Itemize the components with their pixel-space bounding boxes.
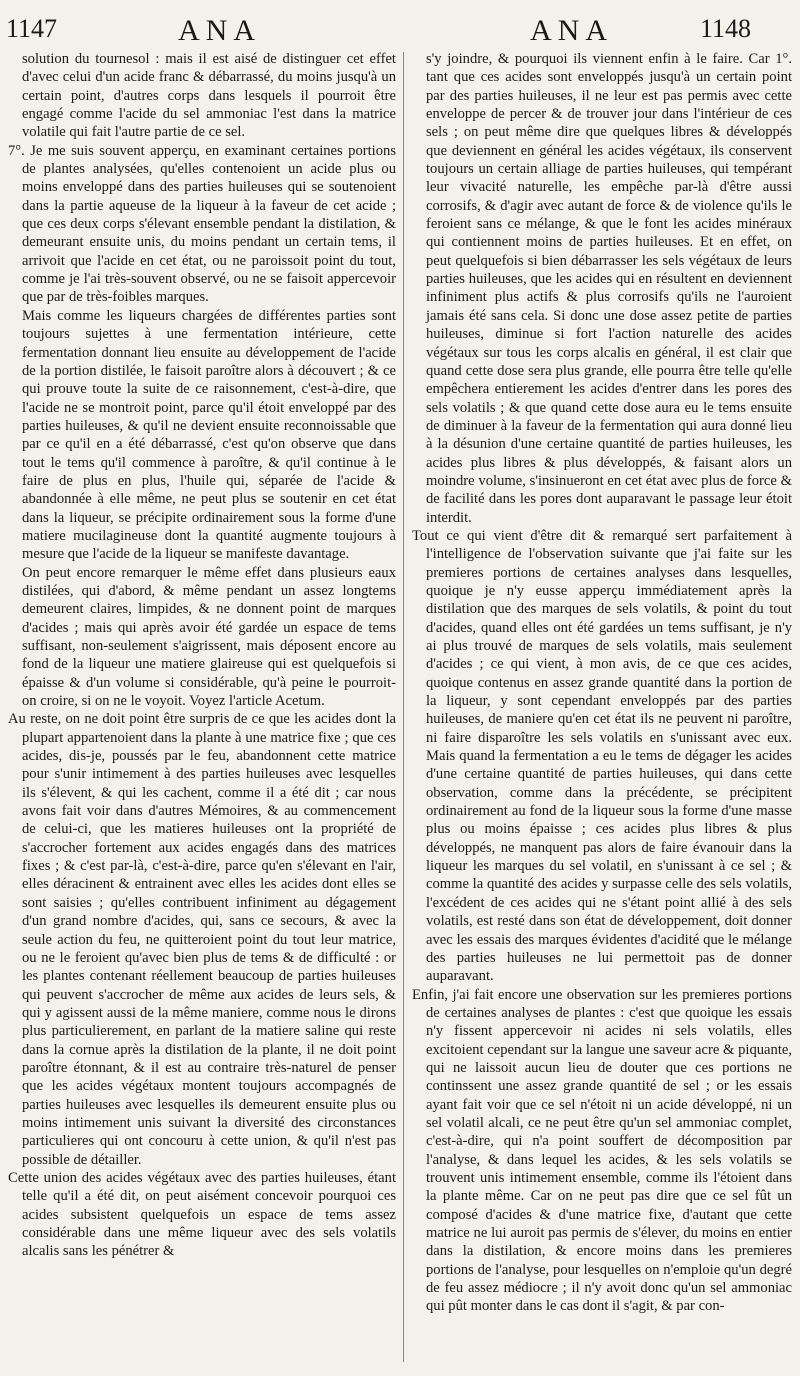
right-column — [412, 50, 792, 1368]
left-column — [8, 50, 396, 1368]
paragraph: Enfin, j'ai fait encore une observation sur les premieres portions de certaines analyses de plantes : c'est que quoique les essais n'y fissent appercevoir ni acides ni sels volatils, elles excitoient cependant sur la langue une saveur acre & piquante, qui ne laissoit aucun lieu de douter que ces portions ne continssent une assez grande quantité de sel ; or les essais ayant fait voir que ce sel n'étoit ni un acide développé, ni un sel volatil alcali, ce ne peut être qu'un sel ammoniac complet, c'est-à-dire, qui n'a point souffert de décomposition par l'analyse, & dans lequel les acides, & les sels volatils se trouvent unis intimement ensemble, comme ils l'étoient dans la plante même. Car on ne peut pas dire que ce sel fût un composé d'acides & d'une matrice fixe, d'autant que cette matrice ne lui auroit pas permis de s'élever, du moins en entier dans la distilation, & encore moins dans les premieres portions de l'analyse, pour lesquelles on n'emploie qu'un degré de feu assez médiocre ; il n'y avoit donc qu'un sel ammoniac qui pût monter dans le cas dont il s'agit, & par con- — [412, 986, 792, 1315]
paragraph: Mais comme les liqueurs chargées de différentes parties sont toujours sujettes à une fermentation intérieure, cette fermentation donnant lieu ensuite au développement de l'acide de la portion distilée, le faisoit paroître alors à découvert ; & ce qui prouve toute la suite de ce raisonnement, c'est-à-dire, que l'acide ne se montroit point, parce qu'il étoit enveloppé par des parties huileuses, & qu'il ne devient ensuite reconnoissable que par ce qu'il en a été débarrassé, c'est qu'on observe que dans tout le tems qu'il commence à paroître, & qu'il continue à le faire de plus en plus, l'huile qui, séparée de l'acide & abandonnée à elle même, ne peut plus se soutenir en cet état dans la liqueur, se précipite ordinairement sous la forme d'une matiere mucilagineuse dont la quantité augmente toujours à mesure que l'acide de la liqueur se manifeste davantage. — [22, 307, 396, 563]
paragraph: s'y joindre, & pourquoi ils viennent enfin à le faire. Car 1°. tant que ces acides sont enveloppés jusqu'à un certain point par des parties huileuses, il ne leur est pas permis avec cette enveloppe de percer & de trouver jour dans l'intérieur de ces sels ; on peut même dire que quelques libres & développés que deviennent en général les acides végétaux, ils conservent toujours un certain alliage de parties huileuses, qui tempérant leur vivacité naturelle, les empêche par-là d'être aussi corrosifs, & d'agir avec autant de force & de violence qu'ils le feroient sans ce mélange, & que le font les acides minéraux qui contiennent moins de parties huileuses. Et en effet, on peut quelquefois si bien débarrasser les sels végétaux de leurs parties huileuses, que les acides qui en résultent en deviennent infiniment plus actifs & plus corrosifs qu'ils ne l'auroient jamais été sans cela. Si donc une dose assez petite de parties huileuses, diminue si fort l'action naturelle des acides végétaux sur tous les corps alcalis en général, il est clair que quand cette dose sera plus grande, elle pourra être telle qu'elle empêchera entierement les acides d'entrer dans les pores des sels volatils ; & que quand cette dose aura eu le tems ensuite de diminuer à la faveur de la fermentation qui aura donné lieu à la désunion d'une certaine quantité de parties huileuses, les acides plus libres & plus développés, & faisant alors un moindre volume, s'insinueront en cet état avec plus de force & de facilité dans les pores dont auparavant le passage leur étoit interdit. — [426, 51, 792, 526]
paragraph: On peut encore remarquer le même effet dans plusieurs eaux distilées, qui d'abord, & même pendant un assez longtems demeurent claires, limpides, & ne donnent point de marques d'acides ; mais qui après avoir été gardée un espace de tems suffisant, non-seulement s'aigrissent, mais déposent encore au fond de la liqueur une matiere glaireuse qui est quelquefois si épaisse & d'un volume si considérable, qu'à peine le pourroit-on croire, si on ne le voyoit. Voyez l'article Acetum. — [22, 564, 396, 710]
page-number-right: 1148 — [700, 14, 752, 43]
column-divider — [403, 52, 404, 1362]
paragraph: Au reste, on ne doit point être surpris de ce que les acides dont la plupart appartenoient dans la plante à une matrice fixe ; que ces acides, dis-je, poussés par le feu, abandonnent cette matrice pour s'unir intimement à des parties huileuses avec lesquelles ils s'élevent, & qui les cachent, comme il a été dit ; car nous avons fait voir dans d'autres Mémoires, & au commencement de celui-ci, que les matieres huileuses ont la propriété de s'accrocher fortement aux acides engagés dans des matrices fixes ; & c'est par-là, c'est-à-dire, parce qu'en s'élevant en l'air, elles déracinent & entrainent avec elles les acides dont elles se sont saisies ; qu'elles contribuent infiniment au dégagement d'un grand nombre d'acides, qui, sans ce secours, & avec la seule action du feu, ne quitteroient point du tout leur matrice, ou ne le feroient qu'avec bien plus de tems & de difficulté : or les plantes contenant réellement beaucoup de parties huileuses qui peuvent s'accrocher de même aux acides de leurs sels, & qui y agissent aussi de la même maniere, comme nous le dirons plus particulierement, en parlant de la matiere saline qui reste dans la cornue après la distilation de la plante, il ne doit point paroître étonnant, & il est au contraire très-naturel de penser que les acides végétaux montent toujours accompagnés de parties huileuses avec lesquelles ils demeurent ensuite plus ou moins intimement unis suivant la diversité des circonstances particulieres qui ont concouru à cette union, & qu'il n'est pas possible de détailler. — [8, 711, 396, 1168]
page-header — [0, 0, 800, 50]
running-head-left: ANA — [178, 14, 261, 47]
paragraph: 7°. Je me suis souvent apperçu, en examinant certaines portions de plantes analysées, qu'elles contenoient un acide plus ou moins enveloppé dans des parties huileuses qui se soutenoient dans la partie aqueuse de la liqueur à la faveur de cet acide ; que ces deux corps s'élevant ensemble pendant la distilation, & demeurant ensuite unis, du moins pendant un certain tems, il arrivoit que l'acide en cet état, ou ne paroissoit point du tout, comme je l'ai très-souvent observé, ou ne se faisoit appercevoir que par de très-foibles marques. — [8, 142, 396, 306]
paragraph: Tout ce qui vient d'être dit & remarqué sert parfaitement à l'intelligence de l'observation suivante que j'ai faite sur les premieres portions de certaines analyses dans lesquelles, quoique je n'y eusse apperçu immédiatement après la distilation que des marques de sels volatils, & point du tout d'acides, quand elles ont été gardées un tems suffisant, je n'y ai plus trouvé de marques de sels volatils, mais seulement d'acides ; ce qui vient, à mon avis, de ce que ces acides, quoique contenus en assez grande quantité dans la portion de la liqueur, y sont cependant enveloppés par des parties huileuses, de maniere qu'en cet état ils ne peuvent ni paroître, ni faire disparoître les sels volatils en s'unissant avec eux. Mais quand la fermentation a eu le tems de dégager les acides d'une certaine quantité de parties huileuses, qui dans cette observation, comme dans la précédente, se précipitent ordinairement au fond de la liqueur sous la forme d'une masse plus ou moins épaisse ; ces acides plus libres & plus développés, ne manquent pas alors de faire évanouir dans la liqueur les marques du sel volatil, en s'unissant à ce sel ; & comme la quantité des acides y surpasse celle des sels volatils, l'excédent de ces acides qui ne s'étant point allié à des sels volatils, est resté dans son état de développement, doit donner avec les essais des marques évidentes d'acidité que le mélange des parties huileuses ne lui permettoit pas de donner auparavant. — [412, 527, 792, 985]
paragraph: Cette union des acides végétaux avec des parties huileuses, étant telle qu'il a été dit, on peut aisément concevoir pourquoi ces acides subsistent quelquefois un espace de tems assez considérable dans une même liqueur avec des sels volatils alcalis sans les pénétrer & — [8, 1169, 396, 1260]
running-head-right: ANA — [530, 14, 613, 47]
paragraph: solution du tournesol : mais il est aisé de distinguer cet effet d'avec celui d'un acide franc & débarrassé, du moins jusqu'à un certain point, d'autres corps dans lesquels il pourroit être engagé comme l'acide du sel ammoniac l'est dans la matrice volatile qui fait l'autre partie de ce sel. — [22, 51, 396, 141]
page-number-left: 1147 — [6, 14, 58, 43]
